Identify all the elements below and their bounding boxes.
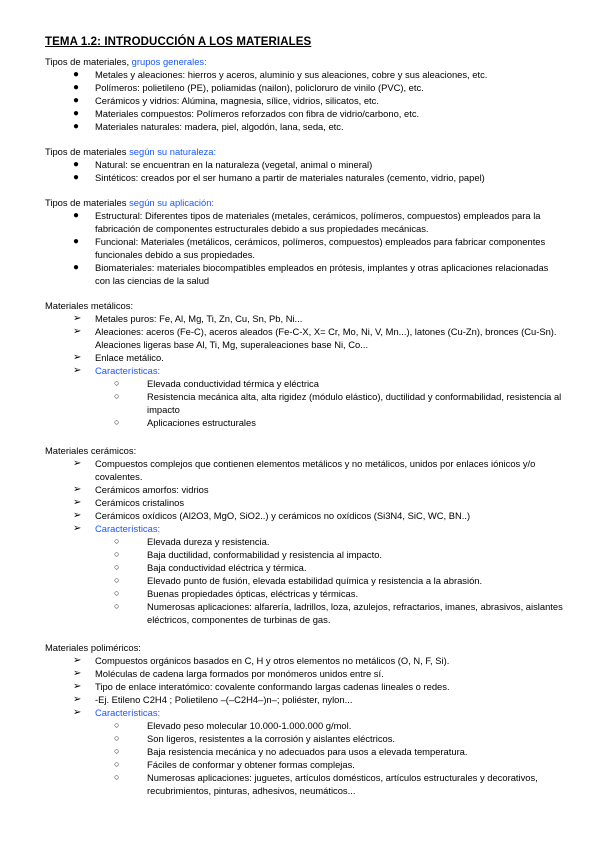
section-metalicos bbox=[45, 299, 565, 429]
section-naturaleza bbox=[45, 145, 565, 184]
list-item-text: Tipo de enlace interatómico: covalente conformando largas cadenas lineales o redes. bbox=[95, 681, 450, 692]
sub-list-item-text: Elevada conductividad térmica y eléctrica bbox=[147, 378, 319, 389]
sub-list-item bbox=[45, 574, 565, 587]
circle-bullet-icon: ○ bbox=[114, 759, 120, 769]
sub-list-item-text: Son ligeros, resistentes a la corrosión y aislantes eléctricos. bbox=[147, 733, 396, 744]
sub-list-item bbox=[45, 719, 565, 732]
arrow-bullet-icon: ➢ bbox=[73, 681, 82, 692]
list-item bbox=[45, 496, 565, 509]
characteristics-label: Características: bbox=[95, 523, 161, 534]
list-item-text: Aleaciones: aceros (Fe-C), aceros aleados (Fe-C-X, X= Cr, Mo, Ni, V, Mn...), latones (Cu-Zn), bronces (Cu-Sn). Aleaciones ligeras base Al, Ti, Mg, superaleaciones base Ni, Co... bbox=[95, 326, 557, 350]
heading-text: Tipos de materiales, bbox=[45, 56, 132, 67]
list-item-text: Cerámicos amorfos: vidrios bbox=[95, 484, 209, 495]
sub-list-item bbox=[45, 390, 565, 416]
section-heading: Materiales poliméricos: bbox=[45, 642, 141, 653]
list-item-text: Cerámicos y vidrios: Alúmina, magnesia, sílice, vidrios, silicatos, etc. bbox=[95, 95, 379, 106]
section-heading: Materiales metálicos: bbox=[45, 300, 134, 311]
circle-bullet-icon: ○ bbox=[114, 391, 120, 401]
sub-list-item bbox=[45, 758, 565, 771]
characteristics-label: Características: bbox=[95, 707, 161, 718]
list-item-text: -Ej. Etileno C2H4 ; Polietileno –(–C2H4–)n–; poliéster, nylon... bbox=[95, 694, 353, 705]
sub-list-item-text: Baja resistencia mecánica y no adecuados para usos a elevada temperatura. bbox=[147, 746, 468, 757]
list-item bbox=[45, 312, 565, 325]
bullet-icon: ● bbox=[73, 159, 80, 170]
list-item bbox=[45, 94, 565, 107]
list-item bbox=[45, 235, 565, 261]
section-heading: Materiales cerámicos: bbox=[45, 445, 137, 456]
list-item bbox=[45, 654, 565, 667]
arrow-bullet-icon: ➢ bbox=[73, 326, 82, 337]
sub-list-item bbox=[45, 377, 565, 390]
section-ceramicos bbox=[45, 444, 565, 626]
list-item bbox=[45, 261, 565, 287]
circle-bullet-icon: ○ bbox=[114, 417, 120, 427]
list-item bbox=[45, 364, 565, 377]
list-item bbox=[45, 81, 565, 94]
list-item-text: Compuestos orgánicos basados en C, H y otros elementos no metálicos (O, N, F, Si). bbox=[95, 655, 450, 666]
arrow-bullet-icon: ➢ bbox=[73, 655, 82, 666]
heading-highlight: según su naturaleza: bbox=[129, 146, 217, 157]
sub-list-item-text: Fáciles de conformar y obtener formas complejas. bbox=[147, 759, 355, 770]
list-item-text: Cerámicos oxídicos (Al2O3, MgO, SiO2..) y cerámicos no oxídicos (Si3N4, SiC, WC, BN..) bbox=[95, 510, 471, 521]
bullet-icon: ● bbox=[73, 95, 80, 106]
list-item-text: Natural: se encuentran en la naturaleza (vegetal, animal o mineral) bbox=[95, 159, 373, 170]
arrow-bullet-icon: ➢ bbox=[73, 523, 82, 534]
bullet-icon: ● bbox=[73, 121, 80, 132]
list-item-text: Materiales compuestos: Polímeros reforzados con fibra de vidrio/carbono, etc. bbox=[95, 108, 420, 119]
sub-list-item-text: Numerosas aplicaciones: alfarería, ladrillos, loza, azulejos, refractarios, imanes, abrasivos, aislantes eléctricos, componentes de turbinas de gas. bbox=[147, 601, 563, 625]
sub-list-item-text: Numerosas aplicaciones: juguetes, artículos domésticos, artículos estructurales y decorativos, recubrimientos, pinturas, adhesivos, neumáticos... bbox=[147, 772, 538, 796]
circle-bullet-icon: ○ bbox=[114, 562, 120, 572]
list-item-text: Compuestos complejos que contienen elementos metálicos y no metálicos, unidos por enlaces iónicos y/o covalentes. bbox=[95, 458, 536, 482]
bullet-icon: ● bbox=[73, 172, 80, 183]
circle-bullet-icon: ○ bbox=[114, 575, 120, 585]
sub-list-item bbox=[45, 587, 565, 600]
list-item-text: Biomateriales: materiales biocompatibles empleados en prótesis, implantes y otras aplicaciones relacionadas con las ciencias de la salud bbox=[95, 262, 549, 286]
section-aplicacion bbox=[45, 196, 565, 287]
sub-list-item bbox=[45, 561, 565, 574]
list-item-text: Moléculas de cadena larga formados por monómeros unidos entre sí. bbox=[95, 668, 384, 679]
list-item-text: Metales y aleaciones: hierros y aceros, aluminio y sus aleaciones, cobre y sus aleaciones, etc. bbox=[95, 69, 488, 80]
circle-bullet-icon: ○ bbox=[114, 601, 120, 611]
sub-list-item-text: Resistencia mecánica alta, alta rigidez (módulo elástico), ductilidad y conformabilidad, resistencia al impacto bbox=[147, 391, 562, 415]
list-item-text: Polímeros: polietileno (PE), poliamidas (nailon), policloruro de vinilo (PVC), etc. bbox=[95, 82, 424, 93]
list-item bbox=[45, 522, 565, 535]
bullet-icon: ● bbox=[73, 108, 80, 119]
arrow-bullet-icon: ➢ bbox=[73, 668, 82, 679]
characteristics-label: Características: bbox=[95, 365, 161, 376]
sub-list-item bbox=[45, 548, 565, 561]
heading-highlight: grupos generales: bbox=[131, 56, 207, 67]
circle-bullet-icon: ○ bbox=[114, 733, 120, 743]
list-item bbox=[45, 158, 565, 171]
sub-list-item-text: Baja ductilidad, conformabilidad y resistencia al impacto. bbox=[147, 549, 383, 560]
arrow-bullet-icon: ➢ bbox=[73, 694, 82, 705]
circle-bullet-icon: ○ bbox=[114, 549, 120, 559]
list-item bbox=[45, 209, 565, 235]
list-item-text: Sintéticos: creados por el ser humano a partir de materiales naturales (cemento, vidrio, papel) bbox=[95, 172, 485, 183]
list-item-text: Funcional: Materiales (metálicos, cerámicos, polímeros, compuestos) empleados para fabricar componentes funcionales debido a sus propiedades. bbox=[95, 236, 546, 260]
list-item bbox=[45, 351, 565, 364]
list-item-text: Materiales naturales: madera, piel, algodón, lana, seda, etc. bbox=[95, 121, 344, 132]
sub-list-item-text: Elevado peso molecular 10.000-1.000.000 g/mol. bbox=[147, 720, 352, 731]
list-item-text: Metales puros: Fe, Al, Mg, Ti, Zn, Cu, Sn, Pb, Ni... bbox=[95, 313, 303, 324]
circle-bullet-icon: ○ bbox=[114, 746, 120, 756]
heading-highlight: según su aplicación: bbox=[129, 197, 215, 208]
section-grupos-generales bbox=[45, 55, 565, 133]
arrow-bullet-icon: ➢ bbox=[73, 484, 82, 495]
list-item bbox=[45, 483, 565, 496]
bullet-icon: ● bbox=[73, 82, 80, 93]
sub-list-item-text: Baja conductividad eléctrica y térmica. bbox=[147, 562, 307, 573]
bullet-icon: ● bbox=[73, 210, 80, 221]
list-item bbox=[45, 509, 565, 522]
section-heading bbox=[45, 55, 565, 68]
arrow-bullet-icon: ➢ bbox=[73, 365, 82, 376]
arrow-bullet-icon: ➢ bbox=[73, 352, 82, 363]
arrow-bullet-icon: ➢ bbox=[73, 497, 82, 508]
circle-bullet-icon: ○ bbox=[114, 720, 120, 730]
section-heading bbox=[45, 145, 565, 158]
circle-bullet-icon: ○ bbox=[114, 536, 120, 546]
list-item bbox=[45, 680, 565, 693]
heading-text: Tipos de materiales bbox=[45, 197, 130, 208]
page-title: TEMA 1.2: INTRODUCCIÓN A LOS MATERIALES bbox=[45, 36, 312, 48]
sub-list-item bbox=[45, 535, 565, 548]
list-item bbox=[45, 107, 565, 120]
sub-list-item-text: Elevada dureza y resistencia. bbox=[147, 536, 270, 547]
list-item bbox=[45, 120, 565, 133]
sub-list-item bbox=[45, 771, 565, 797]
sub-list-item bbox=[45, 732, 565, 745]
list-item bbox=[45, 68, 565, 81]
bullet-icon: ● bbox=[73, 262, 80, 273]
circle-bullet-icon: ○ bbox=[114, 772, 120, 782]
sub-list-item bbox=[45, 600, 565, 626]
list-item-text: Enlace metálico. bbox=[95, 352, 164, 363]
list-item-text: Cerámicos cristalinos bbox=[95, 497, 185, 508]
section-heading bbox=[45, 196, 565, 209]
list-item bbox=[45, 171, 565, 184]
bullet-icon: ● bbox=[73, 236, 80, 247]
list-item bbox=[45, 693, 565, 706]
list-item bbox=[45, 667, 565, 680]
arrow-bullet-icon: ➢ bbox=[73, 510, 82, 521]
list-item bbox=[45, 325, 565, 351]
arrow-bullet-icon: ➢ bbox=[73, 707, 82, 718]
circle-bullet-icon: ○ bbox=[114, 378, 120, 388]
sub-list-item bbox=[45, 745, 565, 758]
sub-list-item-text: Buenas propiedades ópticas, eléctricas y térmicas. bbox=[147, 588, 359, 599]
heading-text: Tipos de materiales bbox=[45, 146, 130, 157]
list-item bbox=[45, 457, 565, 483]
list-item bbox=[45, 706, 565, 719]
sub-list-item-text: Aplicaciones estructurales bbox=[147, 417, 256, 428]
sub-list-item-text: Elevado punto de fusión, elevada estabilidad química y resistencia a la abrasión. bbox=[147, 575, 483, 586]
circle-bullet-icon: ○ bbox=[114, 588, 120, 598]
arrow-bullet-icon: ➢ bbox=[73, 313, 82, 324]
list-item-text: Estructural: Diferentes tipos de materiales (metales, cerámicos, polímeros, compuestos) empleados para la fabricación de componentes estructurales debido a sus propiedades mecánicas. bbox=[95, 210, 541, 234]
section-polimericos bbox=[45, 641, 565, 797]
bullet-icon: ● bbox=[73, 69, 80, 80]
sub-list-item bbox=[45, 416, 565, 429]
arrow-bullet-icon: ➢ bbox=[73, 458, 82, 469]
